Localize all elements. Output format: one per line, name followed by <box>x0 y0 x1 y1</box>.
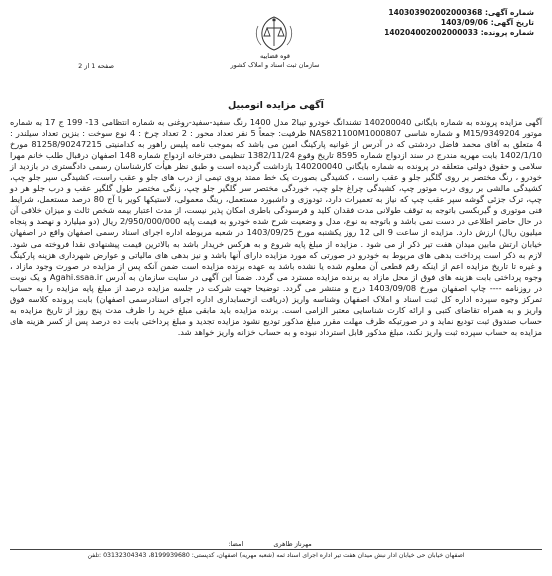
page-indicator: صفحه 1 از 2 <box>78 62 114 70</box>
notice-number-label: شماره آگهی: <box>484 8 534 17</box>
signature-name: مهرناز ظاهری <box>273 540 312 548</box>
notice-number: 140303902002000368 <box>388 8 483 17</box>
footer-divider <box>10 549 542 550</box>
notice-meta <box>334 8 534 38</box>
notice-body: آگهی مزایده پرونده به شماره بایگانی 140200040 تشندانگ خودرو تیبا2 مدل 1400 رنگ سفید-سفید-روغنی به شماره انتظامی 13- 199 ج 17 به شماره موتور M15/9349204 و شماره شاسی NAS821100M1000807 ظرفیت: جمعاً 5 نفر تعداد محور : 2 تعداد چرخ : 4 نوع سوخت : بنزین تعداد سیلندر : 4 متعلق به آقای محمد فاضل دردشتی که در آدرس از غوانیه پارکینگ امین می باشد که بموجب نامه پلیس راهور به کدامنیتی 81258/90247215 مورخ 1402/1/10 بابت مهریه مندرج در سند ازدواج شماره 8595 تاریخ وقوع 1382/11/24 تنظیمی دفترخانه ازدواج شماره 148 اصفهان درقبال طلب خانم مهرا سلامی و حقوق دولتی متعلقه در پرونده به شماره بایگانی 140200040 بازداشت گردیده است و طبق نظر هیأت کارشناسان رسمی دادگستری در بازدید از خودرو ، رنگ مختصر بر روی گلگیر جلو و عقب راست ، کشیدگی بصورت یک خط ممتد بروی تیمی از درب های جلو و عقب راست، کشیدگی سپر جلو چپ، کشیدگی مالشی بر روی درب موتور چپ، کشیدگی چراغ جلو چپ، خوردگی مختصر سر گلگیر جلو چپ، زنگی مختصر طول گلگیر عقب و درب جلو هر دو چپ، ترک جزئی گوشه سپر عقب چپ که نیاز به تعمیرات دارد، تودوزی و داشبورد مستعمل، رینگ معمولی، لاستیکها کویر با آج 80 درصد مستعمل، شرایط فنی موتوری و گیربکسی باتوجه به توقف طولانی مدت فقدان کلید و فرسودگی باطری امکان پذیر نیست، از مدت اعتبار بیمه شخص ثالث و میزان خلافی آن در حال حاضر اطلاعی در دست نمی باشد و باتوجه به نوع، مدل و وضعیت شرح شده خودرو به قیمت پایه 2/950/000/000 ریال (دو میلیارد و نهصد و پنجاه میلیون ریال) ارزش دارد. مزایده از ساعت 9 الی 12 روز یکشنبه مورخ 1403/09/25 در شعبه مربوطه اداره اجرای اسناد رسمی اصفهان واقع در اصفهان خیابان ارتش مابین میدان هفت تیر ذکر از می شود . مزایده از مبلغ پایه شروع و به هرکس خریدار باشد به بالاترین قیمت پیشنهادی نقدا فروخته می شود. لازم به ذکر است پرداخت بدهی های مربوط به خودرو در صورتی که مورد مزایده دارای آنها باشد و نیز بدهی های مالیاتی و عوارض شهرداری هزینه پارکینگ و غیره تا تاریخ مزایده اعم از اینکه رقم قطعی آن معلوم شده یا نشده باشد به عهده برنده مزایده است ضمن آنکه پس از مزایده در صورت وجود مازاد ، وجوه پرداختی بابت هزینه های فوق از محل مازاد به برنده مزایده مسترد می گردد. ضمناً این آگهی در سایت سازمان به آدرس Agahi.ssaa.ir و یک نوبت در روزنامه ---- چاپ اصفهان مورخ 1403/09/08 درج و منتشر می گردد. توضیحا جهت شرکت در جلسه مزایده درصد از مبلغ پایه مزایده را به حساب تمرکز وجوه سپرده اداره کل ثبت اسناد و املاک اصفهان وشناسه واریز (دریافت ازحسابداری اداره اجرای اسنادرسمی اصفهان) بابت پرونده کلاسه فوق واریز و به همراه تقاضای کتبی و ارائه کارت شناسایی معتبر الزامی است. برنده مزایده باید مابقی مبلغ خرید را ظرف مدت پنج روز از تاریخ مزایده به حساب صندوق ثبت تودیع نماید و در صورتیکه ظرف مهلت مقرر مبلغ مذکور تودیع نشود مزایده تجدید و مبلغ پرداختی بابت ده درصد پس از کسر هزینه های مزایده به حساب سپرده ثبت واریز نکند، مبلغ مذکور قابل استرداد نبوده و به حساب خزانه واریز خواهد شد. <box>10 117 543 337</box>
file-number-label: شماره پرونده: <box>480 28 534 37</box>
file-number-row <box>334 28 534 38</box>
organization-name <box>200 52 350 70</box>
notice-number-row <box>334 8 534 18</box>
organization-line-2: سازمان ثبت اسناد و املاک کشور <box>230 61 320 69</box>
notice-date-label: تاریخ آگهی: <box>490 18 534 27</box>
organization-line-1: قوه قضاییه <box>260 52 290 60</box>
notice-date: 1403/09/06 <box>440 18 489 27</box>
file-number: 140204002002000033 <box>384 28 479 37</box>
notice-title: آگهی مزایده اتومبیل <box>228 100 324 111</box>
notice-date-row <box>334 18 534 28</box>
judiciary-emblem-icon <box>252 14 296 52</box>
signature <box>150 540 390 548</box>
signature-role: امضا: <box>228 540 244 548</box>
footer-address: اصفهان خیابان حی خیابان ادار نبش میدان هفت تیر اداره اجرای اسناد ثمه (شعبه مهریه) اصفهان، کدپستی: 8199939680، 03132304343 :تلفن <box>87 552 465 559</box>
